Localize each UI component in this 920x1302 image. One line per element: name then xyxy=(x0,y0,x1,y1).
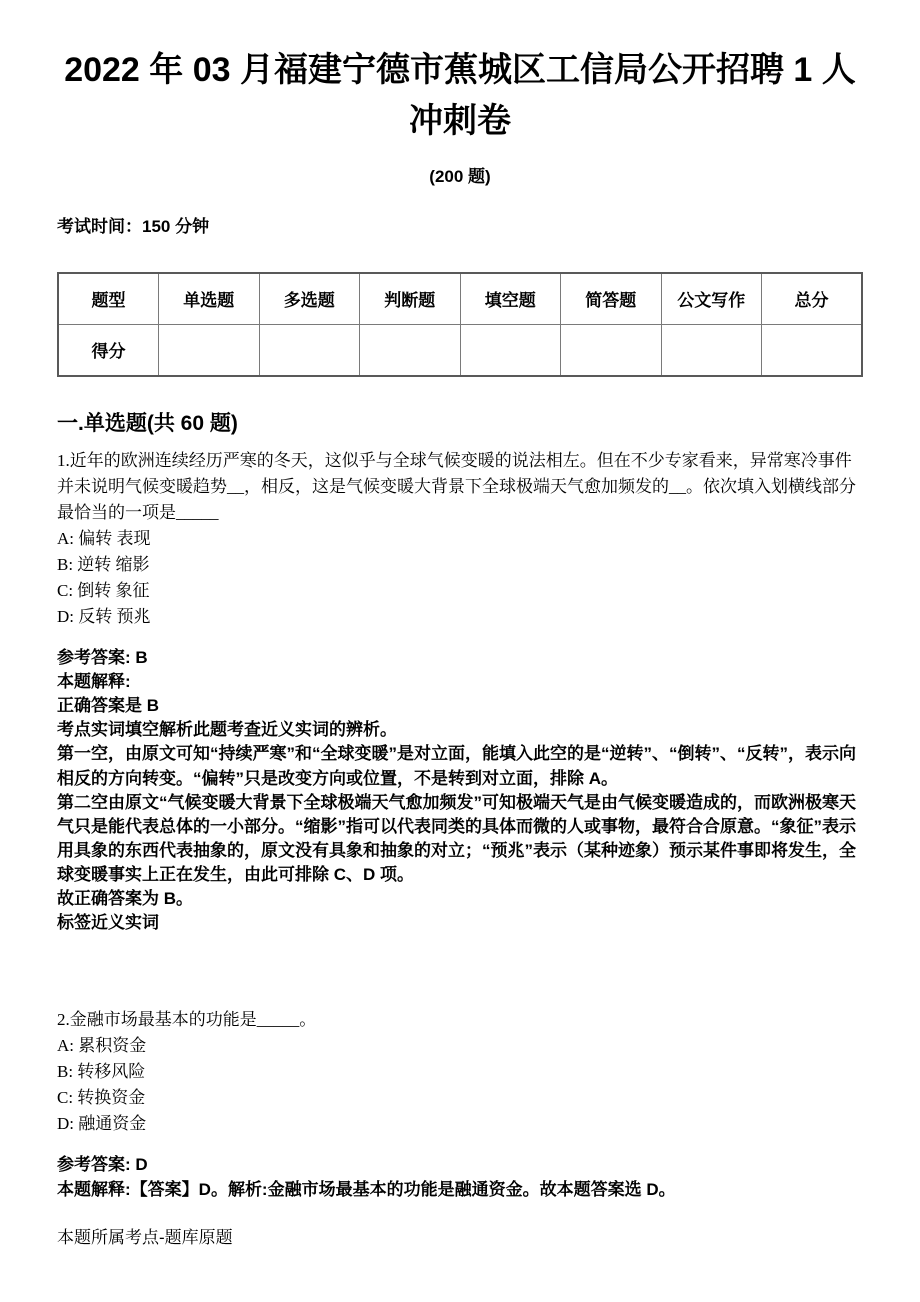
question-1-tag-line: 标签近义实词 xyxy=(57,913,159,933)
question-2-option-a: A: 累积资金 xyxy=(57,1036,147,1056)
question-2-explanation: 本题解释:【答案】D。解析:金融市场最基本的功能是融通资金。故本题答案选 D。 xyxy=(57,1179,676,1199)
section-heading: 一.单选题(共 60 题) xyxy=(57,411,238,435)
score-table-header-cell: 判断题 xyxy=(360,273,461,325)
question-1-explanation-line: 第二空由原文“气候变暖大背景下全球极端天气愈加频发”可知极端天气是由气候变暖造成的，而欧洲极寒天气只是能代表总体的一小部分。“缩影”指可以代表同类的具体而微的人或事物，最符合合原意。“象征”表示用具象的东西代表抽象的，原文没有具象和抽象的对立；“预兆”表示（某种迹象）预示某件事即将发生，全球变暖事实上正在发生，由此可排除 C、D 项。 xyxy=(57,792,856,885)
page-title-line1: 2022 年 03 月福建宁德市蕉城区工信局公开招聘 1 人 xyxy=(64,51,856,89)
score-table-score-row xyxy=(58,324,862,376)
question-1-option-d: D: 反转 预兆 xyxy=(57,606,151,626)
question-1-explanation-line: 正确答案是 B xyxy=(57,696,159,716)
question-1-reference-answer: 参考答案: B xyxy=(57,647,148,667)
score-table-header-cell: 公文写作 xyxy=(661,273,762,325)
page-title xyxy=(57,45,863,147)
score-cell-empty xyxy=(762,324,863,376)
question-1-option-a: A: 偏转 表现 xyxy=(57,528,151,548)
exam-time-label: 考试时间：150 分钟 xyxy=(57,216,210,236)
question-2-stem: 2.金融市场最基本的功能是_____。 xyxy=(57,1010,317,1030)
score-cell-empty xyxy=(661,324,762,376)
score-table-header-cell: 总分 xyxy=(762,273,863,325)
score-table-header-cell: 简答题 xyxy=(561,273,662,325)
score-cell-empty xyxy=(360,324,461,376)
score-table-header-cell: 填空题 xyxy=(460,273,561,325)
question-2-answer-block xyxy=(57,1153,863,1201)
question-1-explanation-line: 故正确答案为 B。 xyxy=(57,889,193,909)
score-row-label-cell: 得分 xyxy=(58,324,159,376)
page-title-line2: 冲刺卷 xyxy=(409,102,511,140)
score-cell-empty xyxy=(460,324,561,376)
question-2-footnote: 本题所属考点-题库原题 xyxy=(57,1227,233,1247)
score-cell-empty xyxy=(561,324,662,376)
question-1-stem: 1.近年的欧洲连续经历严寒的冬天，这似乎与全球气候变暖的说法相左。但在不少专家看来，异常寒冷事件并未说明气候变暖趋势__，相反，这是气候变暖大背景下全球极端天气愈加频发的__。依次填入划横线部分最恰当的一项是_____ xyxy=(57,450,856,522)
question-count-subtitle: (200 题) xyxy=(429,167,491,186)
score-table-header-row xyxy=(58,273,862,325)
score-table xyxy=(57,272,863,377)
question-1-explanation-label: 本题解释: xyxy=(57,672,131,692)
question-2-reference-answer: 参考答案: D xyxy=(57,1155,148,1175)
score-table-header-cell: 题型 xyxy=(58,273,159,325)
score-table-header-cell: 单选题 xyxy=(159,273,260,325)
question-block-1 xyxy=(57,448,863,936)
question-2-option-c: C: 转换资金 xyxy=(57,1088,146,1108)
question-2-option-d: D: 融通资金 xyxy=(57,1114,147,1134)
question-block-2 xyxy=(57,1007,863,1249)
question-2-option-b: B: 转移风险 xyxy=(57,1062,146,1082)
question-1-option-b: B: 逆转 缩影 xyxy=(57,554,150,574)
question-1-explanation-line: 考点实词填空解析此题考查近义实词的辨析。 xyxy=(57,720,397,740)
score-cell-empty xyxy=(159,324,260,376)
question-1-option-c: C: 倒转 象征 xyxy=(57,580,150,600)
question-1-answer-block xyxy=(57,646,863,936)
score-table-header-cell: 多选题 xyxy=(259,273,360,325)
score-cell-empty xyxy=(259,324,360,376)
question-1-explanation-line: 第一空，由原文可知“持续严寒”和“全球变暖”是对立面，能填入此空的是“逆转”、“倒转”、“反转”，表示向相反的方向转变。“偏转”只是改变方向或位置，不是转到对立面，排除 A。 xyxy=(57,744,856,788)
